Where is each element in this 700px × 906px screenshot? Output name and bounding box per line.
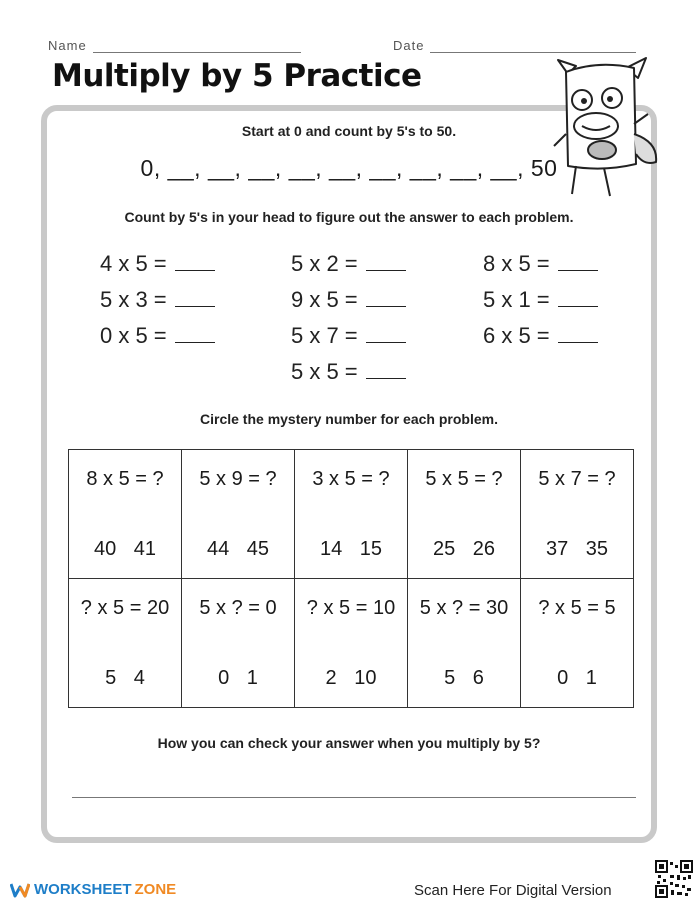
answer-line[interactable]	[72, 797, 636, 798]
name-line	[93, 52, 301, 53]
mascot-illustration	[548, 54, 668, 204]
mystery-cell[interactable]: 5 x 5 = ? 25 26	[408, 450, 521, 579]
date-field[interactable]	[393, 38, 636, 53]
worksheetzone-logo[interactable]: WORKSHEET ZONE	[10, 881, 176, 898]
answer-blank[interactable]	[175, 326, 215, 343]
w-logo-icon	[10, 882, 30, 898]
mystery-cell[interactable]: 5 x ? = 30 5 6	[408, 579, 521, 708]
worksheet-panel	[41, 105, 657, 843]
problem-item: 0 x 5 =	[100, 323, 215, 349]
answer-blank[interactable]	[558, 290, 598, 307]
mystery-cell[interactable]: ? x 5 = 5 0 1	[521, 579, 634, 708]
problem-item: 5 x 3 =	[100, 287, 215, 313]
scan-text: Scan Here For Digital Version	[414, 882, 612, 899]
problem-item: 6 x 5 =	[483, 323, 598, 349]
answer-blank[interactable]	[366, 362, 406, 379]
page-title: Multiply by 5 Practice	[52, 58, 422, 94]
answer-blank[interactable]	[175, 290, 215, 307]
answer-blank[interactable]	[558, 254, 598, 271]
mystery-cell[interactable]: 5 x 7 = ? 37 35	[521, 450, 634, 579]
problem-item: 5 x 2 =	[291, 251, 406, 277]
mental-math-instruction: Count by 5's in your head to figure out the answer to each problem.	[124, 209, 574, 225]
mystery-cell[interactable]: 3 x 5 = ? 14 15	[295, 450, 408, 579]
mystery-table	[68, 449, 634, 708]
name-field[interactable]	[48, 38, 301, 53]
problem-item: 9 x 5 =	[291, 287, 406, 313]
mystery-cell[interactable]: 5 x 9 = ? 44 45	[182, 450, 295, 579]
mystery-cell[interactable]: ? x 5 = 10 2 10	[295, 579, 408, 708]
check-question: How you can check your answer when you multiply by 5?	[157, 735, 541, 751]
count-instruction: Start at 0 and count by 5's to 50.	[241, 123, 457, 139]
answer-blank[interactable]	[558, 326, 598, 343]
qr-code-icon[interactable]	[655, 860, 693, 898]
date-label: Date	[393, 38, 425, 53]
answer-blank[interactable]	[175, 254, 215, 271]
answer-blank[interactable]	[366, 326, 406, 343]
mystery-instruction: Circle the mystery number for each problem.	[200, 411, 498, 427]
answer-blank[interactable]	[366, 290, 406, 307]
problem-item: 8 x 5 =	[483, 251, 598, 277]
date-line	[430, 52, 636, 53]
mystery-cell[interactable]: ? x 5 = 20 5 4	[69, 579, 182, 708]
count-sequence: 0, __, __, __, __, __, __, __, __, __, 50	[140, 155, 558, 181]
problem-item: 5 x 5 =	[291, 359, 406, 385]
answer-blank[interactable]	[366, 254, 406, 271]
mystery-cell[interactable]: 5 x ? = 0 0 1	[182, 579, 295, 708]
problem-item: 5 x 1 =	[483, 287, 598, 313]
problem-item: 4 x 5 =	[100, 251, 215, 277]
name-label: Name	[48, 38, 87, 53]
problem-item: 5 x 7 =	[291, 323, 406, 349]
mystery-cell[interactable]: 8 x 5 = ? 40 41	[69, 450, 182, 579]
